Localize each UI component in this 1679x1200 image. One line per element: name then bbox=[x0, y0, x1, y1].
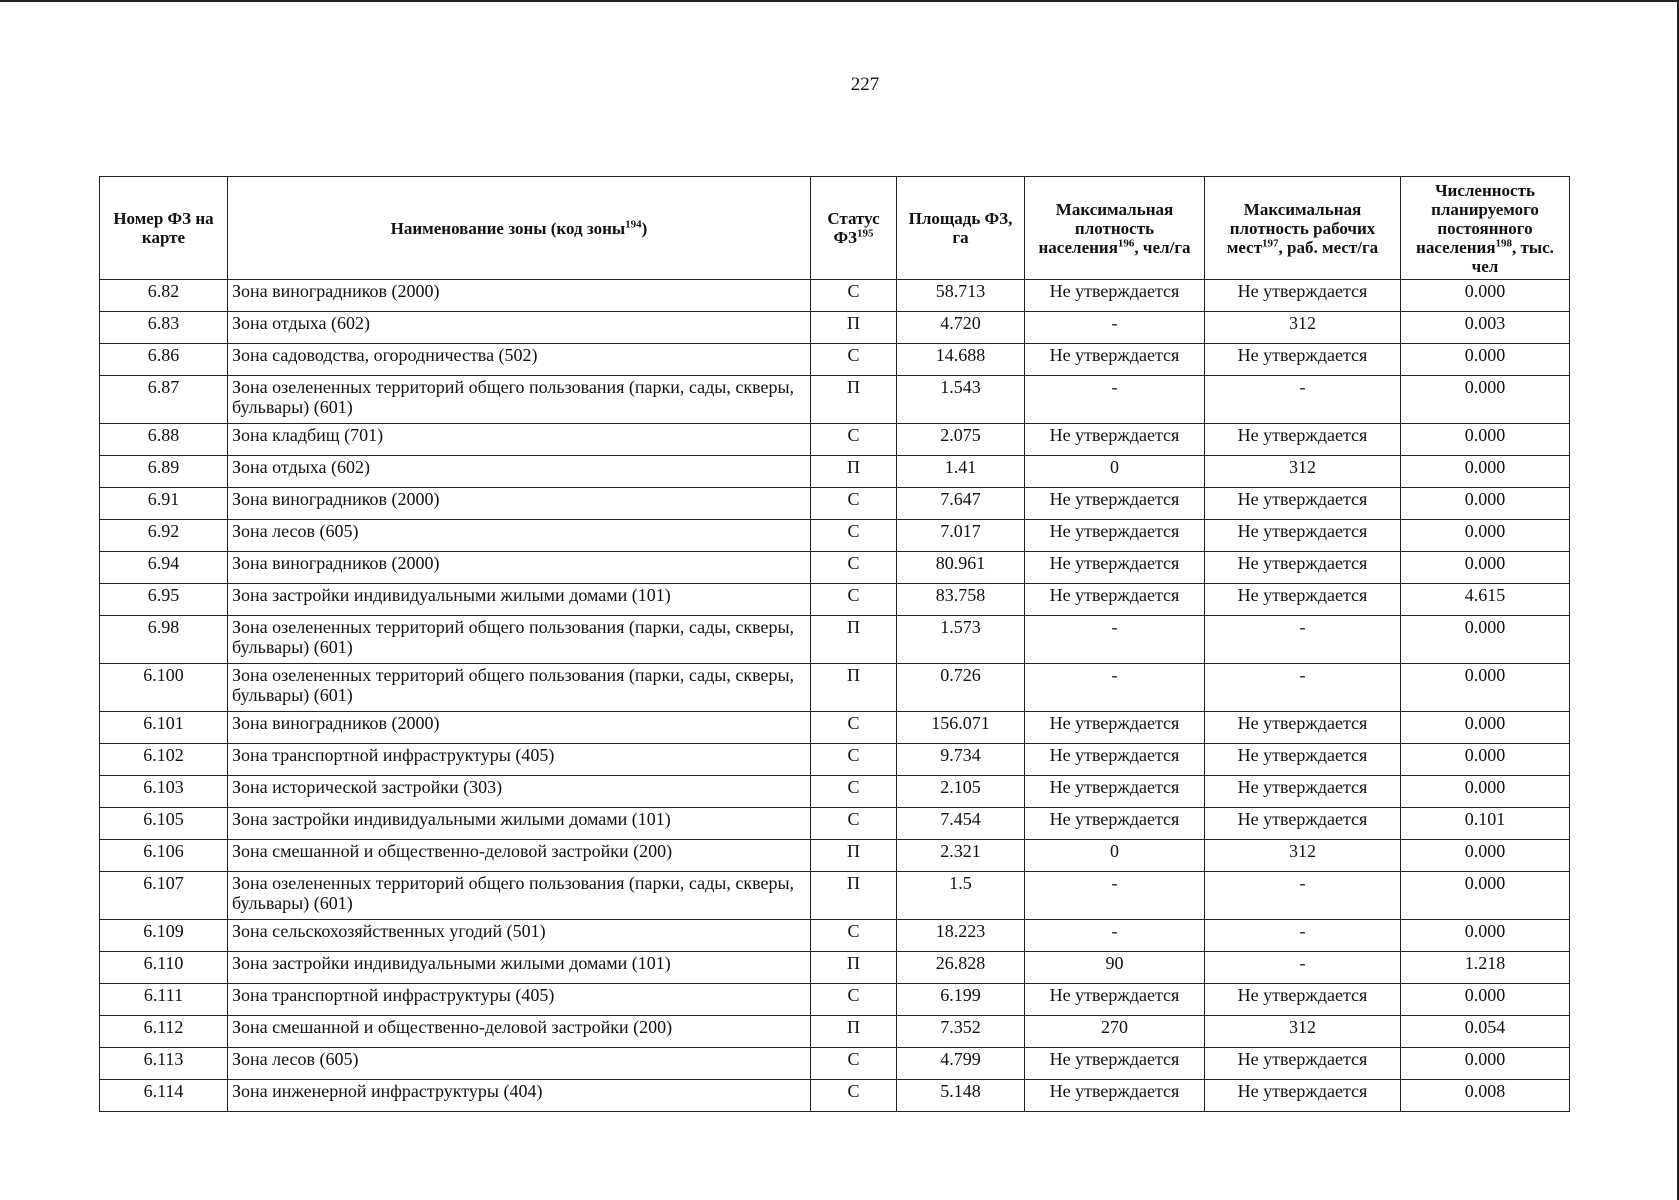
cell-zone-number: 6.102 bbox=[100, 744, 228, 776]
cell-population-density: 270 bbox=[1025, 1016, 1205, 1048]
cell-workplace-density: Не утверждается bbox=[1205, 776, 1401, 808]
cell-zone-name: Зона отдыха (602) bbox=[228, 456, 811, 488]
cell-planned-population: 0.000 bbox=[1401, 712, 1570, 744]
cell-status: П bbox=[811, 952, 897, 984]
cell-zone-number: 6.82 bbox=[100, 280, 228, 312]
cell-status: С bbox=[811, 1048, 897, 1080]
cell-area: 2.075 bbox=[897, 424, 1025, 456]
header-population-density: Максимальная плотность населения$^{196}$, чел/га bbox=[1025, 177, 1205, 280]
cell-workplace-density: Не утверждается bbox=[1205, 744, 1401, 776]
cell-population-density: - bbox=[1025, 616, 1205, 664]
cell-area: 1.41 bbox=[897, 456, 1025, 488]
cell-zone-name: Зона кладбищ (701) bbox=[228, 424, 811, 456]
cell-status: П bbox=[811, 312, 897, 344]
cell-zone-number: 6.105 bbox=[100, 808, 228, 840]
table-row bbox=[100, 552, 1570, 584]
cell-population-density: - bbox=[1025, 376, 1205, 424]
cell-status: П bbox=[811, 376, 897, 424]
page-number: 227 bbox=[850, 74, 880, 95]
cell-zone-name: Зона виноградников (2000) bbox=[228, 280, 811, 312]
cell-workplace-density: 312 bbox=[1205, 456, 1401, 488]
cell-zone-number: 6.89 bbox=[100, 456, 228, 488]
cell-zone-name: Зона застройки индивидуальными жилыми домами (101) bbox=[228, 584, 811, 616]
cell-zone-number: 6.101 bbox=[100, 712, 228, 744]
cell-area: 2.321 bbox=[897, 840, 1025, 872]
cell-planned-population: 0.000 bbox=[1401, 744, 1570, 776]
cell-status: П bbox=[811, 664, 897, 712]
cell-area: 26.828 bbox=[897, 952, 1025, 984]
cell-zone-number: 6.107 bbox=[100, 872, 228, 920]
cell-zone-name: Зона отдыха (602) bbox=[228, 312, 811, 344]
cell-planned-population: 0.054 bbox=[1401, 1016, 1570, 1048]
cell-population-density: 90 bbox=[1025, 952, 1205, 984]
cell-workplace-density: Не утверждается bbox=[1205, 1080, 1401, 1112]
cell-population-density: Не утверждается bbox=[1025, 744, 1205, 776]
cell-area: 1.573 bbox=[897, 616, 1025, 664]
cell-workplace-density: - bbox=[1205, 664, 1401, 712]
cell-area: 18.223 bbox=[897, 920, 1025, 952]
table-row bbox=[100, 872, 1570, 920]
table-row bbox=[100, 712, 1570, 744]
cell-zone-number: 6.114 bbox=[100, 1080, 228, 1112]
cell-zone-number: 6.106 bbox=[100, 840, 228, 872]
cell-area: 2.105 bbox=[897, 776, 1025, 808]
cell-zone-name: Зона виноградников (2000) bbox=[228, 552, 811, 584]
cell-zone-number: 6.110 bbox=[100, 952, 228, 984]
cell-planned-population: 0.000 bbox=[1401, 872, 1570, 920]
cell-status: С bbox=[811, 984, 897, 1016]
cell-population-density: Не утверждается bbox=[1025, 584, 1205, 616]
cell-zone-name: Зона смешанной и общественно-деловой застройки (200) bbox=[228, 1016, 811, 1048]
cell-workplace-density: Не утверждается bbox=[1205, 280, 1401, 312]
header-zone-name: Наименование зоны (код зоны$^{194}$) bbox=[228, 177, 811, 280]
cell-planned-population: 0.000 bbox=[1401, 1048, 1570, 1080]
table-body bbox=[100, 280, 1570, 1112]
table-row bbox=[100, 920, 1570, 952]
cell-zone-name: Зона транспортной инфраструктуры (405) bbox=[228, 744, 811, 776]
table-row bbox=[100, 312, 1570, 344]
table-row bbox=[100, 520, 1570, 552]
table-row bbox=[100, 424, 1570, 456]
cell-population-density: Не утверждается bbox=[1025, 552, 1205, 584]
cell-workplace-density: Не утверждается bbox=[1205, 344, 1401, 376]
cell-population-density: 0 bbox=[1025, 456, 1205, 488]
cell-zone-name: Зона озелененных территорий общего пользования (парки, сады, скверы, бульвары) (601) bbox=[228, 376, 811, 424]
cell-area: 7.454 bbox=[897, 808, 1025, 840]
cell-workplace-density: 312 bbox=[1205, 840, 1401, 872]
cell-zone-name: Зона лесов (605) bbox=[228, 1048, 811, 1080]
cell-planned-population: 0.000 bbox=[1401, 616, 1570, 664]
table-header-row bbox=[100, 177, 1570, 280]
table-row bbox=[100, 344, 1570, 376]
cell-area: 6.199 bbox=[897, 984, 1025, 1016]
cell-status: С bbox=[811, 808, 897, 840]
cell-planned-population: 0.000 bbox=[1401, 920, 1570, 952]
cell-area: 1.5 bbox=[897, 872, 1025, 920]
cell-zone-name: Зона озелененных территорий общего пользования (парки, сады, скверы, бульвары) (601) bbox=[228, 664, 811, 712]
header-zone-number: Номер ФЗ на карте bbox=[100, 177, 228, 280]
table-row bbox=[100, 1016, 1570, 1048]
cell-zone-number: 6.113 bbox=[100, 1048, 228, 1080]
table-row bbox=[100, 456, 1570, 488]
cell-planned-population: 0.000 bbox=[1401, 488, 1570, 520]
cell-zone-number: 6.94 bbox=[100, 552, 228, 584]
cell-population-density: Не утверждается bbox=[1025, 280, 1205, 312]
cell-workplace-density: - bbox=[1205, 616, 1401, 664]
cell-zone-number: 6.100 bbox=[100, 664, 228, 712]
cell-zone-name: Зона озелененных территорий общего пользования (парки, сады, скверы, бульвары) (601) bbox=[228, 872, 811, 920]
cell-area: 9.734 bbox=[897, 744, 1025, 776]
cell-area: 14.688 bbox=[897, 344, 1025, 376]
cell-area: 4.799 bbox=[897, 1048, 1025, 1080]
cell-status: С bbox=[811, 520, 897, 552]
cell-zone-name: Зона сельскохозяйственных угодий (501) bbox=[228, 920, 811, 952]
cell-workplace-density: Не утверждается bbox=[1205, 984, 1401, 1016]
cell-zone-name: Зона виноградников (2000) bbox=[228, 712, 811, 744]
cell-zone-name: Зона застройки индивидуальными жилыми домами (101) bbox=[228, 952, 811, 984]
cell-status: П bbox=[811, 840, 897, 872]
cell-planned-population: 0.000 bbox=[1401, 552, 1570, 584]
cell-population-density: Не утверждается bbox=[1025, 776, 1205, 808]
cell-status: С bbox=[811, 424, 897, 456]
cell-area: 4.720 bbox=[897, 312, 1025, 344]
cell-status: С bbox=[811, 552, 897, 584]
cell-population-density: - bbox=[1025, 664, 1205, 712]
cell-workplace-density: Не утверждается bbox=[1205, 424, 1401, 456]
table-row bbox=[100, 584, 1570, 616]
cell-planned-population: 0.000 bbox=[1401, 776, 1570, 808]
cell-planned-population: 0.000 bbox=[1401, 424, 1570, 456]
table-row bbox=[100, 488, 1570, 520]
cell-zone-number: 6.83 bbox=[100, 312, 228, 344]
table-row bbox=[100, 984, 1570, 1016]
cell-area: 7.352 bbox=[897, 1016, 1025, 1048]
cell-zone-number: 6.92 bbox=[100, 520, 228, 552]
cell-zone-number: 6.98 bbox=[100, 616, 228, 664]
cell-zone-number: 6.88 bbox=[100, 424, 228, 456]
header-zone-status: Статус ФЗ$^{195}$ bbox=[811, 177, 897, 280]
table-row bbox=[100, 840, 1570, 872]
cell-status: П bbox=[811, 616, 897, 664]
cell-status: П bbox=[811, 872, 897, 920]
cell-zone-number: 6.87 bbox=[100, 376, 228, 424]
cell-workplace-density: Не утверждается bbox=[1205, 712, 1401, 744]
cell-population-density: - bbox=[1025, 312, 1205, 344]
cell-workplace-density: - bbox=[1205, 952, 1401, 984]
cell-workplace-density: - bbox=[1205, 376, 1401, 424]
page-border-top bbox=[0, 0, 1679, 2]
cell-area: 7.647 bbox=[897, 488, 1025, 520]
cell-planned-population: 0.000 bbox=[1401, 376, 1570, 424]
cell-zone-number: 6.111 bbox=[100, 984, 228, 1016]
cell-planned-population: 1.218 bbox=[1401, 952, 1570, 984]
cell-workplace-density: Не утверждается bbox=[1205, 488, 1401, 520]
cell-planned-population: 0.000 bbox=[1401, 456, 1570, 488]
cell-workplace-density: Не утверждается bbox=[1205, 1048, 1401, 1080]
table-row bbox=[100, 776, 1570, 808]
cell-area: 7.017 bbox=[897, 520, 1025, 552]
cell-population-density: Не утверждается bbox=[1025, 424, 1205, 456]
cell-status: С bbox=[811, 280, 897, 312]
cell-population-density: 0 bbox=[1025, 840, 1205, 872]
cell-workplace-density: Не утверждается bbox=[1205, 808, 1401, 840]
cell-population-density: Не утверждается bbox=[1025, 808, 1205, 840]
cell-planned-population: 0.008 bbox=[1401, 1080, 1570, 1112]
cell-status: С bbox=[811, 712, 897, 744]
cell-zone-number: 6.112 bbox=[100, 1016, 228, 1048]
cell-planned-population: 0.000 bbox=[1401, 664, 1570, 712]
cell-zone-name: Зона транспортной инфраструктуры (405) bbox=[228, 984, 811, 1016]
cell-planned-population: 0.000 bbox=[1401, 344, 1570, 376]
cell-status: С bbox=[811, 584, 897, 616]
cell-workplace-density: 312 bbox=[1205, 312, 1401, 344]
cell-area: 156.071 bbox=[897, 712, 1025, 744]
cell-zone-name: Зона смешанной и общественно-деловой застройки (200) bbox=[228, 840, 811, 872]
cell-zone-name: Зона садоводства, огородничества (502) bbox=[228, 344, 811, 376]
cell-zone-number: 6.91 bbox=[100, 488, 228, 520]
cell-workplace-density: 312 bbox=[1205, 1016, 1401, 1048]
cell-planned-population: 0.000 bbox=[1401, 840, 1570, 872]
cell-status: С bbox=[811, 776, 897, 808]
cell-area: 83.758 bbox=[897, 584, 1025, 616]
cell-area: 80.961 bbox=[897, 552, 1025, 584]
cell-planned-population: 0.000 bbox=[1401, 984, 1570, 1016]
cell-population-density: Не утверждается bbox=[1025, 488, 1205, 520]
cell-workplace-density: Не утверждается bbox=[1205, 520, 1401, 552]
cell-zone-number: 6.109 bbox=[100, 920, 228, 952]
cell-workplace-density: - bbox=[1205, 920, 1401, 952]
table-row bbox=[100, 1080, 1570, 1112]
cell-zone-name: Зона виноградников (2000) bbox=[228, 488, 811, 520]
cell-zone-name: Зона застройки индивидуальными жилыми домами (101) bbox=[228, 808, 811, 840]
cell-zone-number: 6.95 bbox=[100, 584, 228, 616]
cell-status: С bbox=[811, 344, 897, 376]
cell-planned-population: 4.615 bbox=[1401, 584, 1570, 616]
cell-zone-number: 6.86 bbox=[100, 344, 228, 376]
cell-area: 5.148 bbox=[897, 1080, 1025, 1112]
cell-area: 1.543 bbox=[897, 376, 1025, 424]
cell-planned-population: 0.000 bbox=[1401, 280, 1570, 312]
cell-population-density: Не утверждается bbox=[1025, 984, 1205, 1016]
cell-planned-population: 0.101 bbox=[1401, 808, 1570, 840]
cell-zone-number: 6.103 bbox=[100, 776, 228, 808]
cell-zone-name: Зона исторической застройки (303) bbox=[228, 776, 811, 808]
cell-status: С bbox=[811, 920, 897, 952]
cell-population-density: Не утверждается bbox=[1025, 712, 1205, 744]
cell-population-density: Не утверждается bbox=[1025, 1080, 1205, 1112]
cell-status: П bbox=[811, 1016, 897, 1048]
cell-workplace-density: Не утверждается bbox=[1205, 584, 1401, 616]
zones-table bbox=[99, 176, 1570, 1112]
table-row bbox=[100, 808, 1570, 840]
cell-zone-name: Зона озелененных территорий общего пользования (парки, сады, скверы, бульвары) (601) bbox=[228, 616, 811, 664]
cell-status: П bbox=[811, 456, 897, 488]
table-row bbox=[100, 1048, 1570, 1080]
table-row bbox=[100, 952, 1570, 984]
header-planned-population: Численность планируемого постоянного населения$^{198}$, тыс. чел bbox=[1401, 177, 1570, 280]
table-row bbox=[100, 376, 1570, 424]
cell-area: 58.713 bbox=[897, 280, 1025, 312]
cell-population-density: Не утверждается bbox=[1025, 520, 1205, 552]
table-row bbox=[100, 664, 1570, 712]
table-row bbox=[100, 616, 1570, 664]
table-row bbox=[100, 744, 1570, 776]
cell-area: 0.726 bbox=[897, 664, 1025, 712]
table-row bbox=[100, 280, 1570, 312]
cell-workplace-density: - bbox=[1205, 872, 1401, 920]
cell-workplace-density: Не утверждается bbox=[1205, 552, 1401, 584]
cell-population-density: - bbox=[1025, 872, 1205, 920]
cell-planned-population: 0.003 bbox=[1401, 312, 1570, 344]
cell-status: С bbox=[811, 488, 897, 520]
header-zone-area: Площадь ФЗ, га bbox=[897, 177, 1025, 280]
cell-zone-name: Зона лесов (605) bbox=[228, 520, 811, 552]
cell-status: С bbox=[811, 744, 897, 776]
cell-status: С bbox=[811, 1080, 897, 1112]
cell-planned-population: 0.000 bbox=[1401, 520, 1570, 552]
cell-population-density: - bbox=[1025, 920, 1205, 952]
cell-zone-name: Зона инженерной инфраструктуры (404) bbox=[228, 1080, 811, 1112]
cell-population-density: Не утверждается bbox=[1025, 344, 1205, 376]
header-workplace-density: Максимальная плотность рабочих мест$^{197}$, раб. мест/га bbox=[1205, 177, 1401, 280]
cell-population-density: Не утверждается bbox=[1025, 1048, 1205, 1080]
